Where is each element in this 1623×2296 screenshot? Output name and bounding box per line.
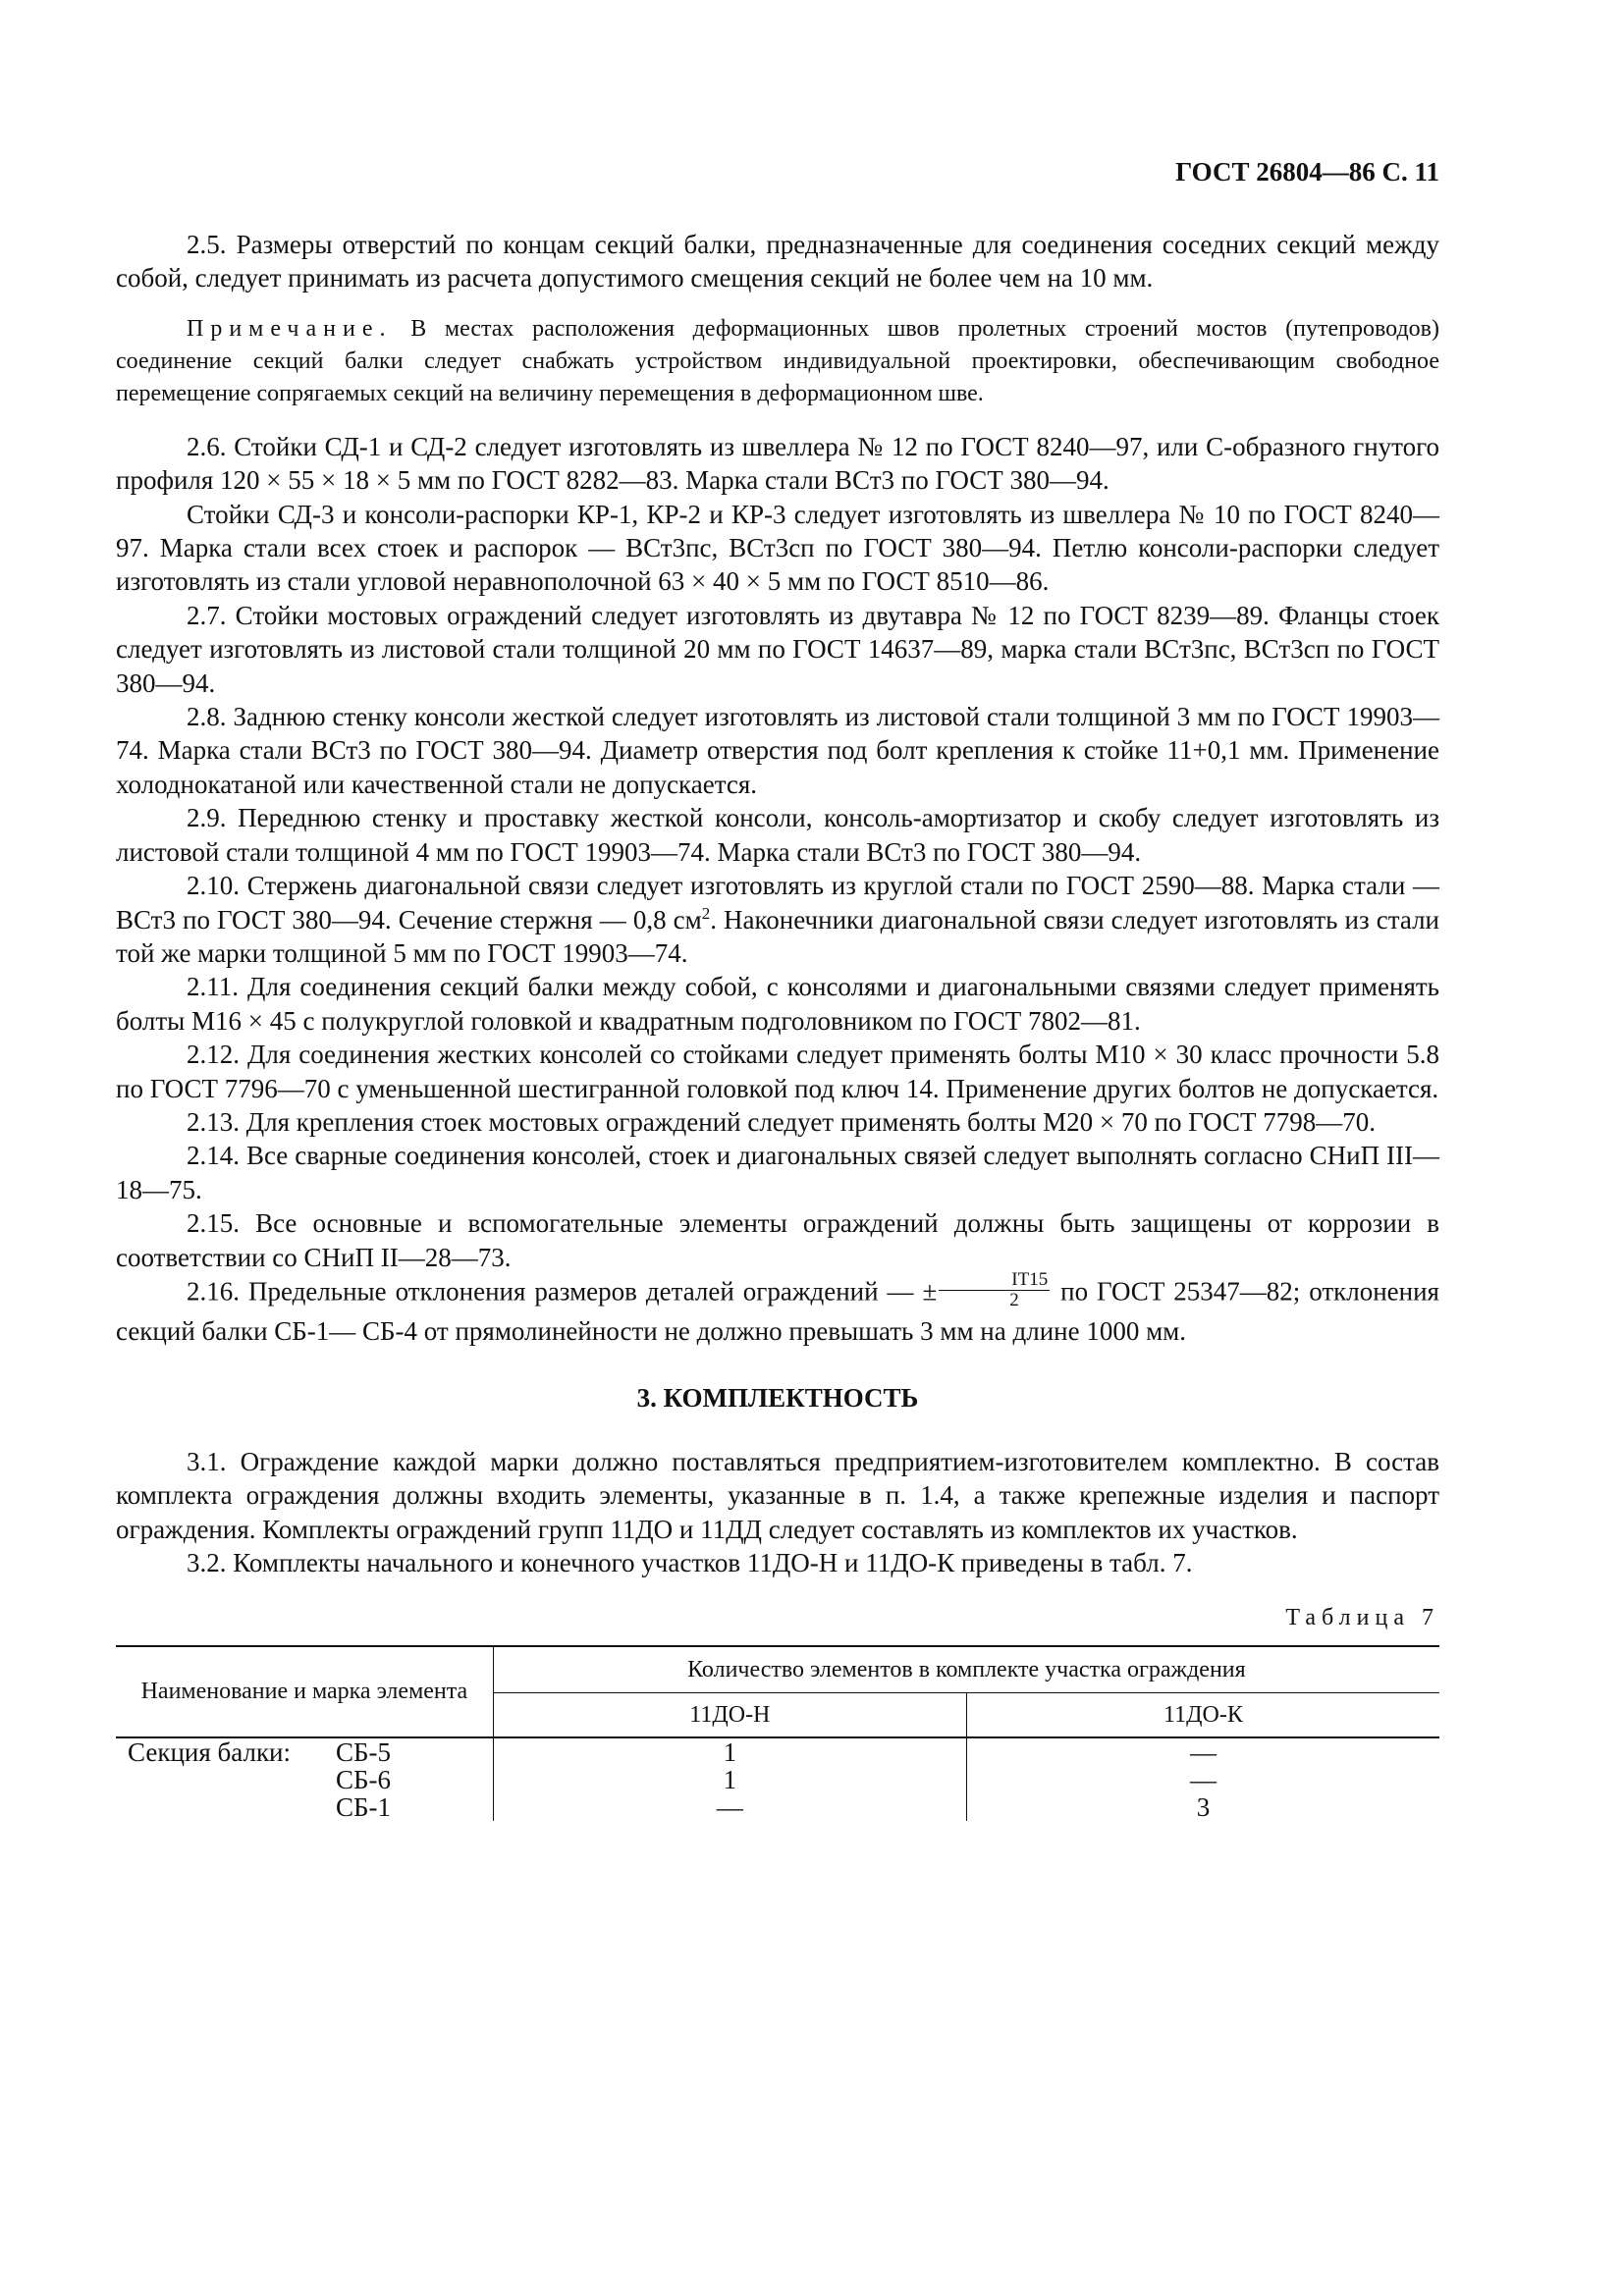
row-mark: СБ-5 xyxy=(336,1736,392,1767)
note-text: В местах расположения деформационных швов пролетных строений мостов (путепроводов) соединение секций балки следует снабжать устройством индивидуальной проектировки, обеспечивающим свободное перемещение сопрягаемых секций на величину перемещения в деформационном шве. xyxy=(116,315,1439,406)
column-header-group: Количество элементов в комплекте участка ограждения xyxy=(493,1646,1439,1693)
paragraph-2-10-part-b: . Наконечники диагональной связи следует изготовлять из стали той же марки толщиной 5 мм по ГОСТ 19903—74. xyxy=(116,904,1439,968)
fraction-denominator: 2 xyxy=(1009,1289,1019,1310)
paragraph-2-7: 2.7. Стойки мостовых ограждений следует изготовлять из двутавра № 12 по ГОСТ 8239—89. Фланцы стоек следует изготовлять из листовой стали толщиной 20 мм по ГОСТ 14637—89, марка стали ВСт3пс, ВСт3сп по ГОСТ 380—94. xyxy=(116,600,1439,698)
paragraph-3-2: 3.2. Комплекты начального и конечного участков 11ДО-Н и 11ДО-К приведены в табл. 7. xyxy=(187,1548,1193,1577)
paragraph-2-16 xyxy=(116,1268,1439,1348)
column-header-name: Наименование и марка элемента xyxy=(116,1646,493,1737)
row-mark: СБ-1 xyxy=(336,1791,392,1822)
cell-11do-k: — xyxy=(966,1766,1439,1793)
note-label: Примечание. xyxy=(187,315,393,342)
paragraph-3-1: 3.1. Ограждение каждой марки должно поставляться предприятием-изготовителем комплектно. В состав комплекта ограждения должны входить элементы, указанные в п. 1.4, а также крепежные изделия и паспорт ограждения. Комплекты ограждений групп 11ДО и 11ДД следует составлять из комплектов их участков. xyxy=(116,1446,1439,1544)
table-row xyxy=(116,1793,1439,1821)
cell-11do-k: — xyxy=(966,1737,1439,1766)
row-label-cell xyxy=(116,1793,493,1821)
column-header-11do-n: 11ДО-Н xyxy=(493,1692,966,1737)
cell-11do-k: 3 xyxy=(966,1793,1439,1821)
column-header-11do-k: 11ДО-К xyxy=(966,1692,1439,1737)
row-label-cell xyxy=(116,1737,493,1766)
paragraph-2-9: 2.9. Переднюю стенку и проставку жесткой консоли, консоль-амортизатор и скобу следует изготовлять из листовой стали толщиной 4 мм по ГОСТ 19903—74. Марка стали ВСт3 по ГОСТ 380—94. xyxy=(116,803,1439,867)
paragraph-2-5: 2.5. Размеры отверстий по концам секций балки, предназначенные для соединения соседних секций между собой, следует принимать из расчета допустимого смещения секций не более чем на 10 мм. xyxy=(116,230,1439,294)
cell-11do-n: 1 xyxy=(493,1766,966,1793)
note xyxy=(116,313,1439,410)
table-caption: Таблица 7 xyxy=(1285,1605,1439,1631)
paragraph-2-12: 2.12. Для соединения жестких консолей со стойками следует применять болты М10 × 30 класс прочности 5.8 по ГОСТ 7796—70 с уменьшенной шестигранной головкой под ключ 14. Применение других болтов не допускается. xyxy=(116,1040,1439,1103)
paragraph-2-14: 2.14. Все сварные соединения консолей, стоек и диагональных связей следует выполнять согласно СНиП III—18—75. xyxy=(116,1141,1439,1204)
superscript: 2 xyxy=(701,903,711,923)
cell-11do-n: — xyxy=(493,1793,966,1821)
paragraph-2-16-part-a: 2.16. Предельные отклонения размеров деталей ограждений — ± xyxy=(187,1276,938,1307)
page-header: ГОСТ 26804—86 С. 11 xyxy=(1175,157,1439,187)
row-mark: СБ-6 xyxy=(336,1764,392,1794)
table-row xyxy=(116,1737,1439,1766)
fraction-numerator: IT15 xyxy=(939,1270,1050,1291)
cell-11do-n: 1 xyxy=(493,1737,966,1766)
paragraph-2-6-cont: Стойки СД-3 и консоли-распорки КР-1, КР-2 и КР-3 следует изготовлять из швеллера № 10 по ГОСТ 8240—97. Марка стали всех стоек и распорок — ВСт3пс, ВСт3сп по ГОСТ 380—94. Петлю консоли-распорки следует изготовлять из стали угловой неравнополочной 63 × 40 × 5 мм по ГОСТ 8510—86. xyxy=(116,499,1439,597)
row-label-cell xyxy=(116,1766,493,1793)
table-row xyxy=(116,1766,1439,1793)
paragraph-2-16-part-b: по ГОСТ 25347—82; отклонения секций балки СБ-1— СБ-4 от прямолинейности не должно превышать 3 мм на длине 1000 мм. xyxy=(116,1276,1439,1346)
paragraph-2-13: 2.13. Для крепления стоек мостовых ограждений следует применять болты М20 × 70 по ГОСТ 7798—70. xyxy=(187,1106,1377,1137)
paragraph-2-15: 2.15. Все основные и вспомогательные элементы ограждений должны быть защищены от коррозии в соответствии со СНиП II—28—73. xyxy=(116,1208,1439,1272)
fraction xyxy=(939,1270,1050,1310)
paragraph-2-10 xyxy=(116,869,1439,970)
document-body xyxy=(116,228,1439,1821)
paragraph-2-8: 2.8. Заднюю стенку консоли жесткой следует изготовлять из листовой стали толщиной 3 мм по ГОСТ 19903—74. Марка стали ВСт3 по ГОСТ 380—94. Диаметр отверстия под болт крепления к стойке 11+0,1 мм. Применение холоднокатаной или качественной стали не допускается. xyxy=(116,702,1439,799)
paragraph-2-11: 2.11. Для соединения секций балки между собой, с консолями и диагональными связями следует применять болты М16 × 45 с полукруглой головкой и квадратным подголовником по ГОСТ 7802—81. xyxy=(116,972,1439,1036)
section-title: 3. КОМПЛЕКТНОСТЬ xyxy=(636,1383,919,1414)
row-label: Секция балки: xyxy=(128,1736,292,1767)
table-7 xyxy=(116,1645,1439,1821)
paragraph-2-10-part-a: 2.10. Стержень диагональной связи следует изготовлять из круглой стали по ГОСТ 2590—88. Марка стали — ВСт3 по ГОСТ 380—94. Сечение стержня — 0,8 см xyxy=(116,871,1439,934)
paragraph-2-6: 2.6. Стойки СД-1 и СД-2 следует изготовлять из швеллера № 12 по ГОСТ 8240—97, или С-образного гнутого профиля 120 × 55 × 18 × 5 мм по ГОСТ 8282—83. Марка стали ВСт3 по ГОСТ 380—94. xyxy=(116,431,1439,496)
